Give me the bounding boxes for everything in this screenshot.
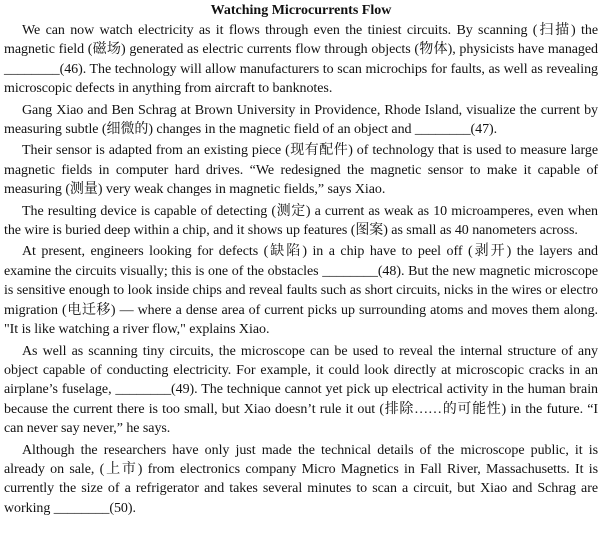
paragraph-4: The resulting device is capable of detecting (测定) a current as weak as 10 microamperes, even when the wire is buried deep within a chip, and it shows up features (图案) as small as 40 nanometers across. [4,203,598,239]
paragraph-3: Their sensor is adapted from an existing piece (现有配件) of technology that is used to measure large magnetic fields in computer hard drives. “We redesigned the magnetic sensor to make it capable of measuring (测量) very weak changes in magnetic fields,” says Xiao. [4,143,598,198]
paragraph-1: We can now watch electricity as it flows through even the tiniest circuits. By scanning (扫描) the magnetic field (磁场) generated as electric currents flow through objects (物体), physicists have managed ________(46). The technology will allow manufacturers to scan microchips for faults, as well as revealing microscopic defects in anything from aircraft to banknotes. [4,23,598,97]
article [4,2,598,520]
article-title: Watching Microcurrents Flow [210,3,392,18]
paragraph-6: As well as scanning tiny circuits, the microscope can be used to reveal the internal structure of any object capable of conducting electricity. For example, it could look directly at microscopic cracks in an airplane’s fuselage, ________(49). The technique cannot yet pick up electrical activity in the human brain because the current there is too small, but Xiao doesn’t rule it out (排除……的可能性) in the future. “I can never say never,” he says. [4,343,598,437]
paragraph-5: At present, engineers looking for defects (缺陷) in a chip have to peel off (剥开) the layers and examine the circuits visually; this is one of the obstacles ________(48). But the new magnetic microscope is sensitive enough to look inside chips and reveal faults such as short circuits, nicks in the wires or electro migration (电迁移) — where a dense area of current picks up surrounding atoms and moves them along. "It is like watching a river flow," explains Xiao. [4,244,598,338]
paragraph-7: Although the researchers have only just made the technical details of the microscope public, it is already on sale, (上市) from electronics company Micro Magnetics in Fall River, Massachusetts. It is currently the size of a refrigerator and takes several minutes to scan a circuit, but Xiao and Schrag are working ________(50). [4,442,598,516]
paragraph-2: Gang Xiao and Ben Schrag at Brown University in Providence, Rhode Island, visualize the current by measuring subtle (细微的) changes in the magnetic field of an object and ________(47). [4,102,598,138]
